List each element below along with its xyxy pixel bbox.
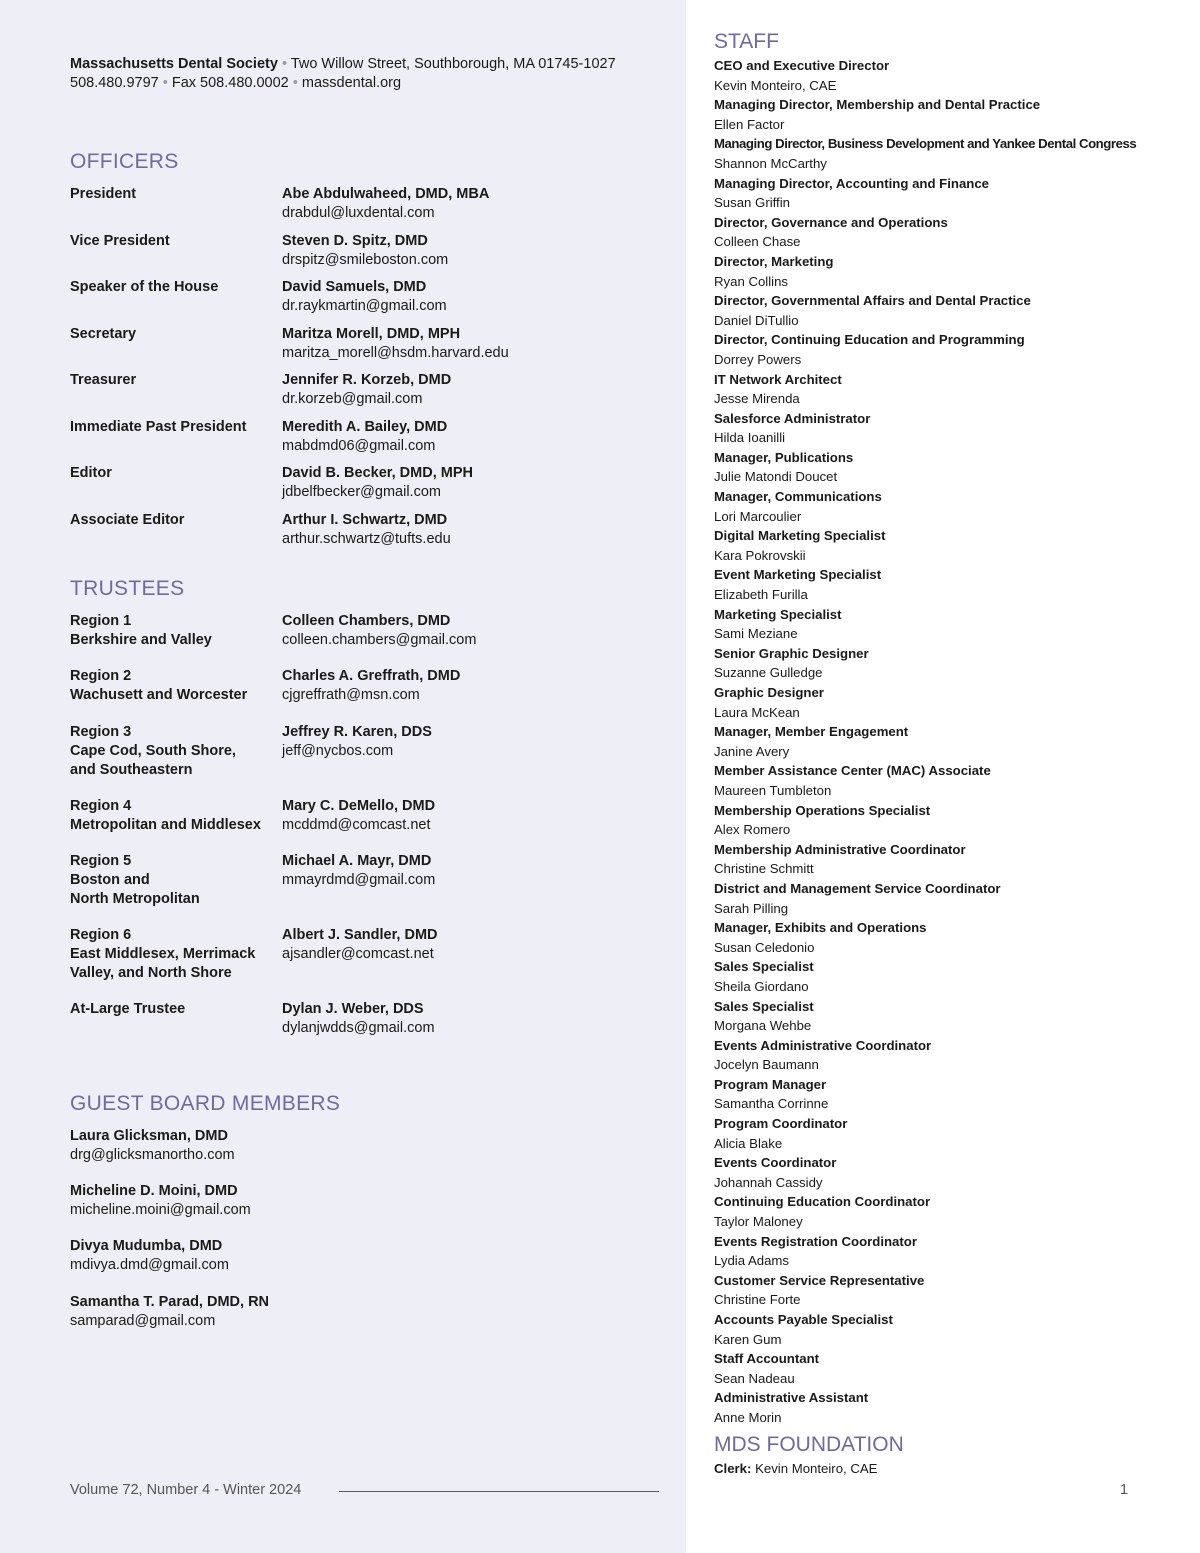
trustee-region-line: Region 3 [70,724,132,740]
trustee-region-line: East Middlesex, Merrimack [70,946,256,962]
staff-name: Daniel DiTullio [714,312,799,328]
guest-member [70,1127,235,1165]
staff-role: Senior Graphic Designer [714,645,869,661]
officer-name: Steven D. Spitz, DMD [282,233,428,249]
trustee-region-line: Wachusett and Worcester [70,687,248,703]
officer-name: Abe Abdulwaheed, DMD, MBA [282,186,490,202]
guest-member [70,1237,229,1275]
trustee-region [70,852,275,909]
staff-role: Membership Operations Specialist [714,802,931,818]
staff-role: Director, Continuing Education and Programming [714,332,1025,348]
officer-role: Immediate Past President [70,419,247,435]
staff-entry [714,761,1184,800]
org-website[interactable]: massdental.org [301,75,402,91]
staff-name: Sean Nadeau [714,1370,795,1386]
staff-entry [714,1153,1184,1192]
staff-name: Susan Celedonio [714,939,815,955]
staff-entry [714,487,1184,526]
staff-name: Suzanne Gulledge [714,665,823,681]
staff-entry [714,291,1184,330]
officers-title: OFFICERS [70,150,179,173]
trustee-contact [282,852,435,890]
staff-role: Member Assistance Center (MAC) Associate [714,763,991,779]
officer-name: David Samuels, DMD [282,279,427,295]
officer-email[interactable]: dr.korzeb@gmail.com [282,391,423,407]
staff-role: Salesforce Administrator [714,410,871,426]
staff-name: Dorrey Powers [714,351,802,367]
officer-contact [282,464,473,502]
staff-entry [714,840,1184,879]
staff-role: Staff Accountant [714,1351,820,1367]
officer-role: Speaker of the House [70,279,219,295]
trustee-region-line: Region 2 [70,668,132,684]
staff-entry [714,918,1184,957]
guest-name: Micheline D. Moini, DMD [70,1183,238,1199]
staff-role: Manager, Communications [714,489,882,505]
staff-entry [714,1310,1184,1349]
org-fax: Fax 508.480.0002 [171,75,289,91]
trustee-email[interactable]: mcddmd@comcast.net [282,817,431,833]
staff-entry [714,95,1184,134]
trustee-region-line: and Southeastern [70,762,193,778]
trustee-region-line: North Metropolitan [70,891,200,907]
staff-role: Event Marketing Specialist [714,567,882,583]
staff-entry [714,1114,1184,1153]
officer-contact [282,232,448,270]
separator-dot: • [281,56,288,72]
staff-role: Membership Administrative Coordinator [714,841,966,857]
trustee-region-line: Valley, and North Shore [70,965,232,981]
staff-role: Director, Governmental Affairs and Dental Practice [714,293,1031,309]
trustee-region-line: Region 6 [70,927,132,943]
staff-title: STAFF [714,30,779,53]
officer-contact [282,511,451,549]
officer-contact [282,185,489,223]
staff-name: Alex Romero [714,822,791,838]
staff-name: Sami Meziane [714,626,798,642]
staff-role: Program Manager [714,1076,827,1092]
trustee-contact [282,723,432,761]
trustee-region [70,723,275,780]
officer-role: Treasurer [70,372,137,388]
trustee-contact [282,667,460,705]
issue-info: Volume 72, Number 4 - Winter 2024 [70,1482,302,1498]
staff-role: Administrative Assistant [714,1390,869,1406]
staff-name: Sheila Giordano [714,978,809,994]
staff-entry [714,722,1184,761]
staff-entry [714,565,1184,604]
guest-member [70,1293,269,1331]
page-number: 1 [1120,1482,1129,1498]
staff-role: Manager, Member Engagement [714,724,909,740]
separator-dot: • [292,75,298,91]
officer-name: Meredith A. Bailey, DMD [282,419,448,435]
staff-entry [714,1192,1184,1231]
trustee-name: Albert J. Sandler, DMD [282,927,438,943]
trustees-title: TRUSTEES [70,577,185,600]
guest-email[interactable]: drg@glicksmanortho.com [70,1147,235,1163]
trustee-name: Dylan J. Weber, DDS [282,1001,424,1017]
staff-role: Sales Specialist [714,998,814,1014]
staff-list [714,56,1184,1428]
staff-role: Events Registration Coordinator [714,1233,917,1249]
trustee-email[interactable]: colleen.chambers@gmail.com [282,632,477,648]
org-header [70,55,616,93]
staff-name: Hilda Ioanilli [714,430,786,446]
guest-name: Laura Glicksman, DMD [70,1128,228,1144]
trustee-name: Colleen Chambers, DMD [282,613,451,629]
staff-name: Taylor Maloney [714,1214,803,1230]
staff-entry [714,526,1184,565]
trustee-email[interactable]: mmayrdmd@gmail.com [282,872,436,888]
trustee-region-line: Boston and [70,872,150,888]
staff-name: Christine Schmitt [714,861,814,877]
trustee-email[interactable]: ajsandler@comcast.net [282,946,434,962]
officer-email[interactable]: jdbelfbecker@gmail.com [282,484,441,500]
staff-name: Janine Avery [714,743,790,759]
guest-email[interactable]: mdivya.dmd@gmail.com [70,1257,229,1273]
org-address-line [70,55,616,74]
officer-role: Editor [70,465,112,481]
trustee-email[interactable]: jeff@nycbos.com [282,743,394,759]
staff-name: Jesse Mirenda [714,391,800,407]
officer-contact [282,325,509,363]
staff-role: Director, Marketing [714,253,834,269]
staff-entry [714,1075,1184,1114]
trustee-region-line: Region 1 [70,613,132,629]
staff-entry [714,174,1184,213]
officer-name: Maritza Morell, DMD, MPH [282,326,461,342]
staff-role: Marketing Specialist [714,606,842,622]
staff-role: Director, Governance and Operations [714,214,948,230]
staff-name: Lori Marcoulier [714,508,802,524]
staff-name: Samantha Corrinne [714,1096,829,1112]
trustee-region [70,1000,275,1019]
trustee-region-line: Region 5 [70,853,132,869]
foundation-title: MDS FOUNDATION [714,1433,904,1456]
staff-name: Morgana Wehbe [714,1018,812,1034]
trustee-region-line: Region 4 [70,798,132,814]
staff-role: District and Management Service Coordinator [714,880,1001,896]
staff-name: Julie Matondi Doucet [714,469,838,485]
staff-role: Digital Marketing Specialist [714,528,886,544]
staff-entry [714,997,1184,1036]
staff-name: Elizabeth Furilla [714,587,808,603]
staff-name: Susan Griffin [714,195,790,211]
officer-email[interactable]: dr.raykmartin@gmail.com [282,298,447,314]
clerk-name: Kevin Monteiro, CAE [755,1461,878,1476]
staff-name: Kara Pokrovskii [714,547,806,563]
staff-name: Karen Gum [714,1331,782,1347]
staff-name: Jocelyn Baumann [714,1057,819,1073]
staff-entry [714,683,1184,722]
trustee-contact [282,926,438,964]
staff-entry [714,644,1184,683]
staff-role: Customer Service Representative [714,1272,925,1288]
trustee-region-line: At-Large Trustee [70,1001,186,1017]
trustee-region [70,667,275,705]
trustee-email[interactable]: cjgreffrath@msn.com [282,687,420,703]
officer-name: Arthur I. Schwartz, DMD [282,512,448,528]
staff-name: Anne Morin [714,1409,782,1425]
trustee-name: Charles A. Greffrath, DMD [282,668,461,684]
officer-role: President [70,186,137,202]
officer-role: Vice President [70,233,170,249]
staff-name: Lydia Adams [714,1253,790,1269]
officer-contact [282,278,447,316]
trustee-name: Mary C. DeMello, DMD [282,798,436,814]
staff-name: Laura McKean [714,704,800,720]
org-contact-line [70,74,616,93]
staff-entry [714,1349,1184,1388]
clerk-label: Clerk: [714,1461,752,1476]
separator-dot: • [162,75,168,91]
staff-entry [714,134,1184,173]
staff-name: Johannah Cassidy [714,1174,823,1190]
org-name: Massachusetts Dental Society [70,56,278,72]
officer-email[interactable]: drspitz@smileboston.com [282,252,449,268]
staff-role: Accounts Payable Specialist [714,1312,893,1327]
guest-name: Samantha T. Parad, DMD, RN [70,1294,270,1310]
officer-name: Jennifer R. Korzeb, DMD [282,372,452,388]
staff-name: Maureen Tumbleton [714,782,832,798]
staff-entry [714,330,1184,369]
trustee-region-line: Berkshire and Valley [70,632,212,648]
officer-contact [282,371,451,409]
staff-name: Ellen Factor [714,116,785,132]
staff-role: Graphic Designer [714,685,824,700]
staff-role: Managing Director, Accounting and Finance [714,175,990,191]
staff-entry [714,1271,1184,1310]
trustee-contact [282,1000,435,1038]
officer-name: David B. Becker, DMD, MPH [282,465,473,481]
staff-name: Sarah Pilling [714,900,789,916]
staff-name: Ryan Collins [714,273,789,289]
staff-role: Sales Specialist [714,959,814,975]
officer-email[interactable]: maritza_morell@hsdm.harvard.edu [282,345,509,361]
trustee-region [70,926,275,983]
staff-entry [714,448,1184,487]
guest-board-title: GUEST BOARD MEMBERS [70,1092,341,1115]
officer-role: Associate Editor [70,512,185,528]
staff-entry [714,801,1184,840]
staff-role: Events Administrative Coordinator [714,1037,932,1053]
guest-member [70,1182,251,1220]
guest-email[interactable]: samparad@gmail.com [70,1313,216,1329]
staff-name: Alicia Blake [714,1135,783,1151]
trustee-region [70,797,275,835]
staff-role: Manager, Exhibits and Operations [714,920,927,936]
staff-entry [714,409,1184,448]
guest-name: Divya Mudumba, DMD [70,1238,223,1254]
officer-contact [282,418,447,456]
trustee-email[interactable]: dylanjwdds@gmail.com [282,1020,435,1036]
staff-entry [714,1388,1184,1427]
staff-role: Managing Director, Membership and Dental Practice [714,97,1041,113]
staff-entry [714,370,1184,409]
org-phone: 508.480.9797 [70,75,159,91]
staff-entry [714,1036,1184,1075]
staff-role: CEO and Executive Director [714,58,890,73]
staff-name: Colleen Chase [714,234,801,250]
trustee-region-line: Cape Cod, South Shore, [70,743,236,759]
staff-name: Christine Forte [714,1292,801,1308]
staff-name: Shannon McCarthy [714,155,827,171]
trustee-name: Michael A. Mayr, DMD [282,853,432,869]
staff-name: Kevin Monteiro, CAE [714,77,837,93]
trustee-contact [282,797,435,835]
guest-email[interactable]: micheline.moini@gmail.com [70,1202,251,1218]
staff-entry [714,252,1184,291]
staff-role: Manager, Publications [714,449,854,465]
trustee-region-line: Metropolitan and Middlesex [70,817,261,833]
org-address: Two Willow Street, Southborough, MA 01745-1027 [290,56,616,72]
staff-entry [714,1232,1184,1271]
staff-role: Continuing Education Coordinator [714,1194,931,1210]
officer-email[interactable]: mabdmd06@gmail.com [282,438,436,454]
staff-entry [714,605,1184,644]
staff-role: IT Network Architect [714,371,842,387]
staff-entry [714,213,1184,252]
footer-divider [339,1491,659,1492]
trustee-region [70,612,275,650]
staff-role: Program Coordinator [714,1116,848,1132]
staff-entry [714,879,1184,918]
staff-entry [714,957,1184,996]
officer-role: Secretary [70,326,137,342]
trustee-contact [282,612,476,650]
officer-email[interactable]: drabdul@luxdental.com [282,205,435,221]
officer-email[interactable]: arthur.schwartz@tufts.edu [282,531,451,547]
foundation-clerk [714,1459,877,1478]
staff-role: Managing Director, Business Development and Yankee Dental Congress [714,136,1137,152]
staff-role: Events Coordinator [714,1155,837,1171]
staff-entry [714,56,1184,95]
trustee-name: Jeffrey R. Karen, DDS [282,724,432,740]
